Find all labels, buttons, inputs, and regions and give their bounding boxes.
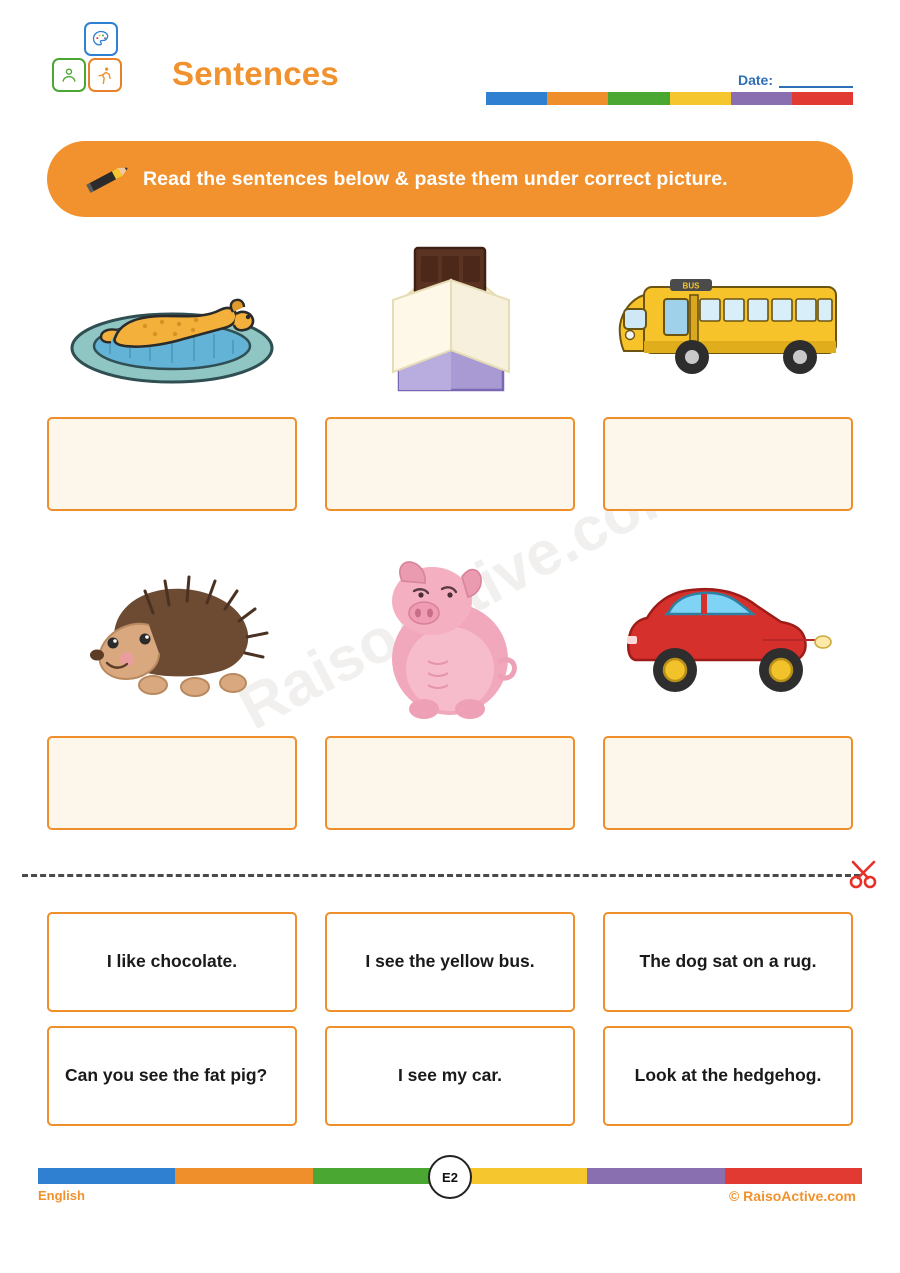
instruction-banner <box>47 141 853 217</box>
answer-box-3[interactable] <box>603 417 853 511</box>
cut-line <box>22 874 860 877</box>
page-header <box>0 0 900 130</box>
instruction-text: Read the sentences below & paste them under correct picture. <box>143 167 728 190</box>
teacher-icon <box>52 58 86 92</box>
palette-icon <box>84 22 118 56</box>
page-title: Sentences <box>172 55 339 92</box>
school-bus-image <box>603 232 853 417</box>
chocolate-bar-image <box>325 232 575 417</box>
footer-bar-5 <box>587 1168 724 1184</box>
header-bar-4 <box>670 92 731 105</box>
dog-on-rug-image <box>47 232 297 417</box>
date-blank-line[interactable] <box>779 75 853 88</box>
picture-row-2 <box>47 541 853 830</box>
sentence-card[interactable]: I see the yellow bus. <box>325 912 575 1012</box>
header-bar-3 <box>608 92 669 105</box>
sentence-card-row-1 <box>47 912 853 1012</box>
pig-image <box>325 541 575 736</box>
answer-box-5[interactable] <box>325 736 575 830</box>
activity-icon <box>88 58 122 92</box>
picture-cell-dog <box>47 232 297 511</box>
picture-cell-chocolate <box>325 232 575 511</box>
header-bar-2 <box>547 92 608 105</box>
sentence-card[interactable]: I see my car. <box>325 1026 575 1126</box>
answer-box-2[interactable] <box>325 417 575 511</box>
sentence-card[interactable]: The dog sat on a rug. <box>603 912 853 1012</box>
answer-box-1[interactable] <box>47 417 297 511</box>
picture-cell-bus <box>603 232 853 511</box>
pencil-icon <box>81 159 135 199</box>
logo <box>48 22 153 94</box>
footer-copyright: © RaisoActive.com <box>728 1188 856 1204</box>
picture-cell-hedgehog <box>47 541 297 830</box>
page-code-badge: E2 <box>428 1155 472 1199</box>
header-bar-6 <box>792 92 853 105</box>
car-image <box>603 541 853 736</box>
scissors-icon <box>848 858 882 897</box>
hedgehog-image <box>47 541 297 736</box>
header-bar-5 <box>731 92 792 105</box>
sentence-card[interactable]: Can you see the fat pig? <box>47 1026 297 1126</box>
answer-box-4[interactable] <box>47 736 297 830</box>
picture-grid <box>47 232 853 830</box>
sentence-cards <box>47 912 853 1126</box>
picture-cell-car <box>603 541 853 830</box>
answer-box-6[interactable] <box>603 736 853 830</box>
footer-bar-6 <box>725 1168 862 1184</box>
picture-cell-pig <box>325 541 575 830</box>
header-color-bars <box>486 92 853 105</box>
header-bar-1 <box>486 92 547 105</box>
date-field <box>738 72 853 88</box>
sentence-card-row-2 <box>47 1026 853 1126</box>
footer-bar-1 <box>38 1168 175 1184</box>
date-label-text: Date: <box>737 72 773 88</box>
picture-row-1 <box>47 232 853 511</box>
svg-text:BUS: BUS <box>682 281 700 290</box>
footer-subject: English <box>38 1188 85 1203</box>
sentence-card[interactable]: Look at the hedgehog. <box>603 1026 853 1126</box>
footer-bar-2 <box>175 1168 312 1184</box>
sentence-card[interactable]: I like chocolate. <box>47 912 297 1012</box>
